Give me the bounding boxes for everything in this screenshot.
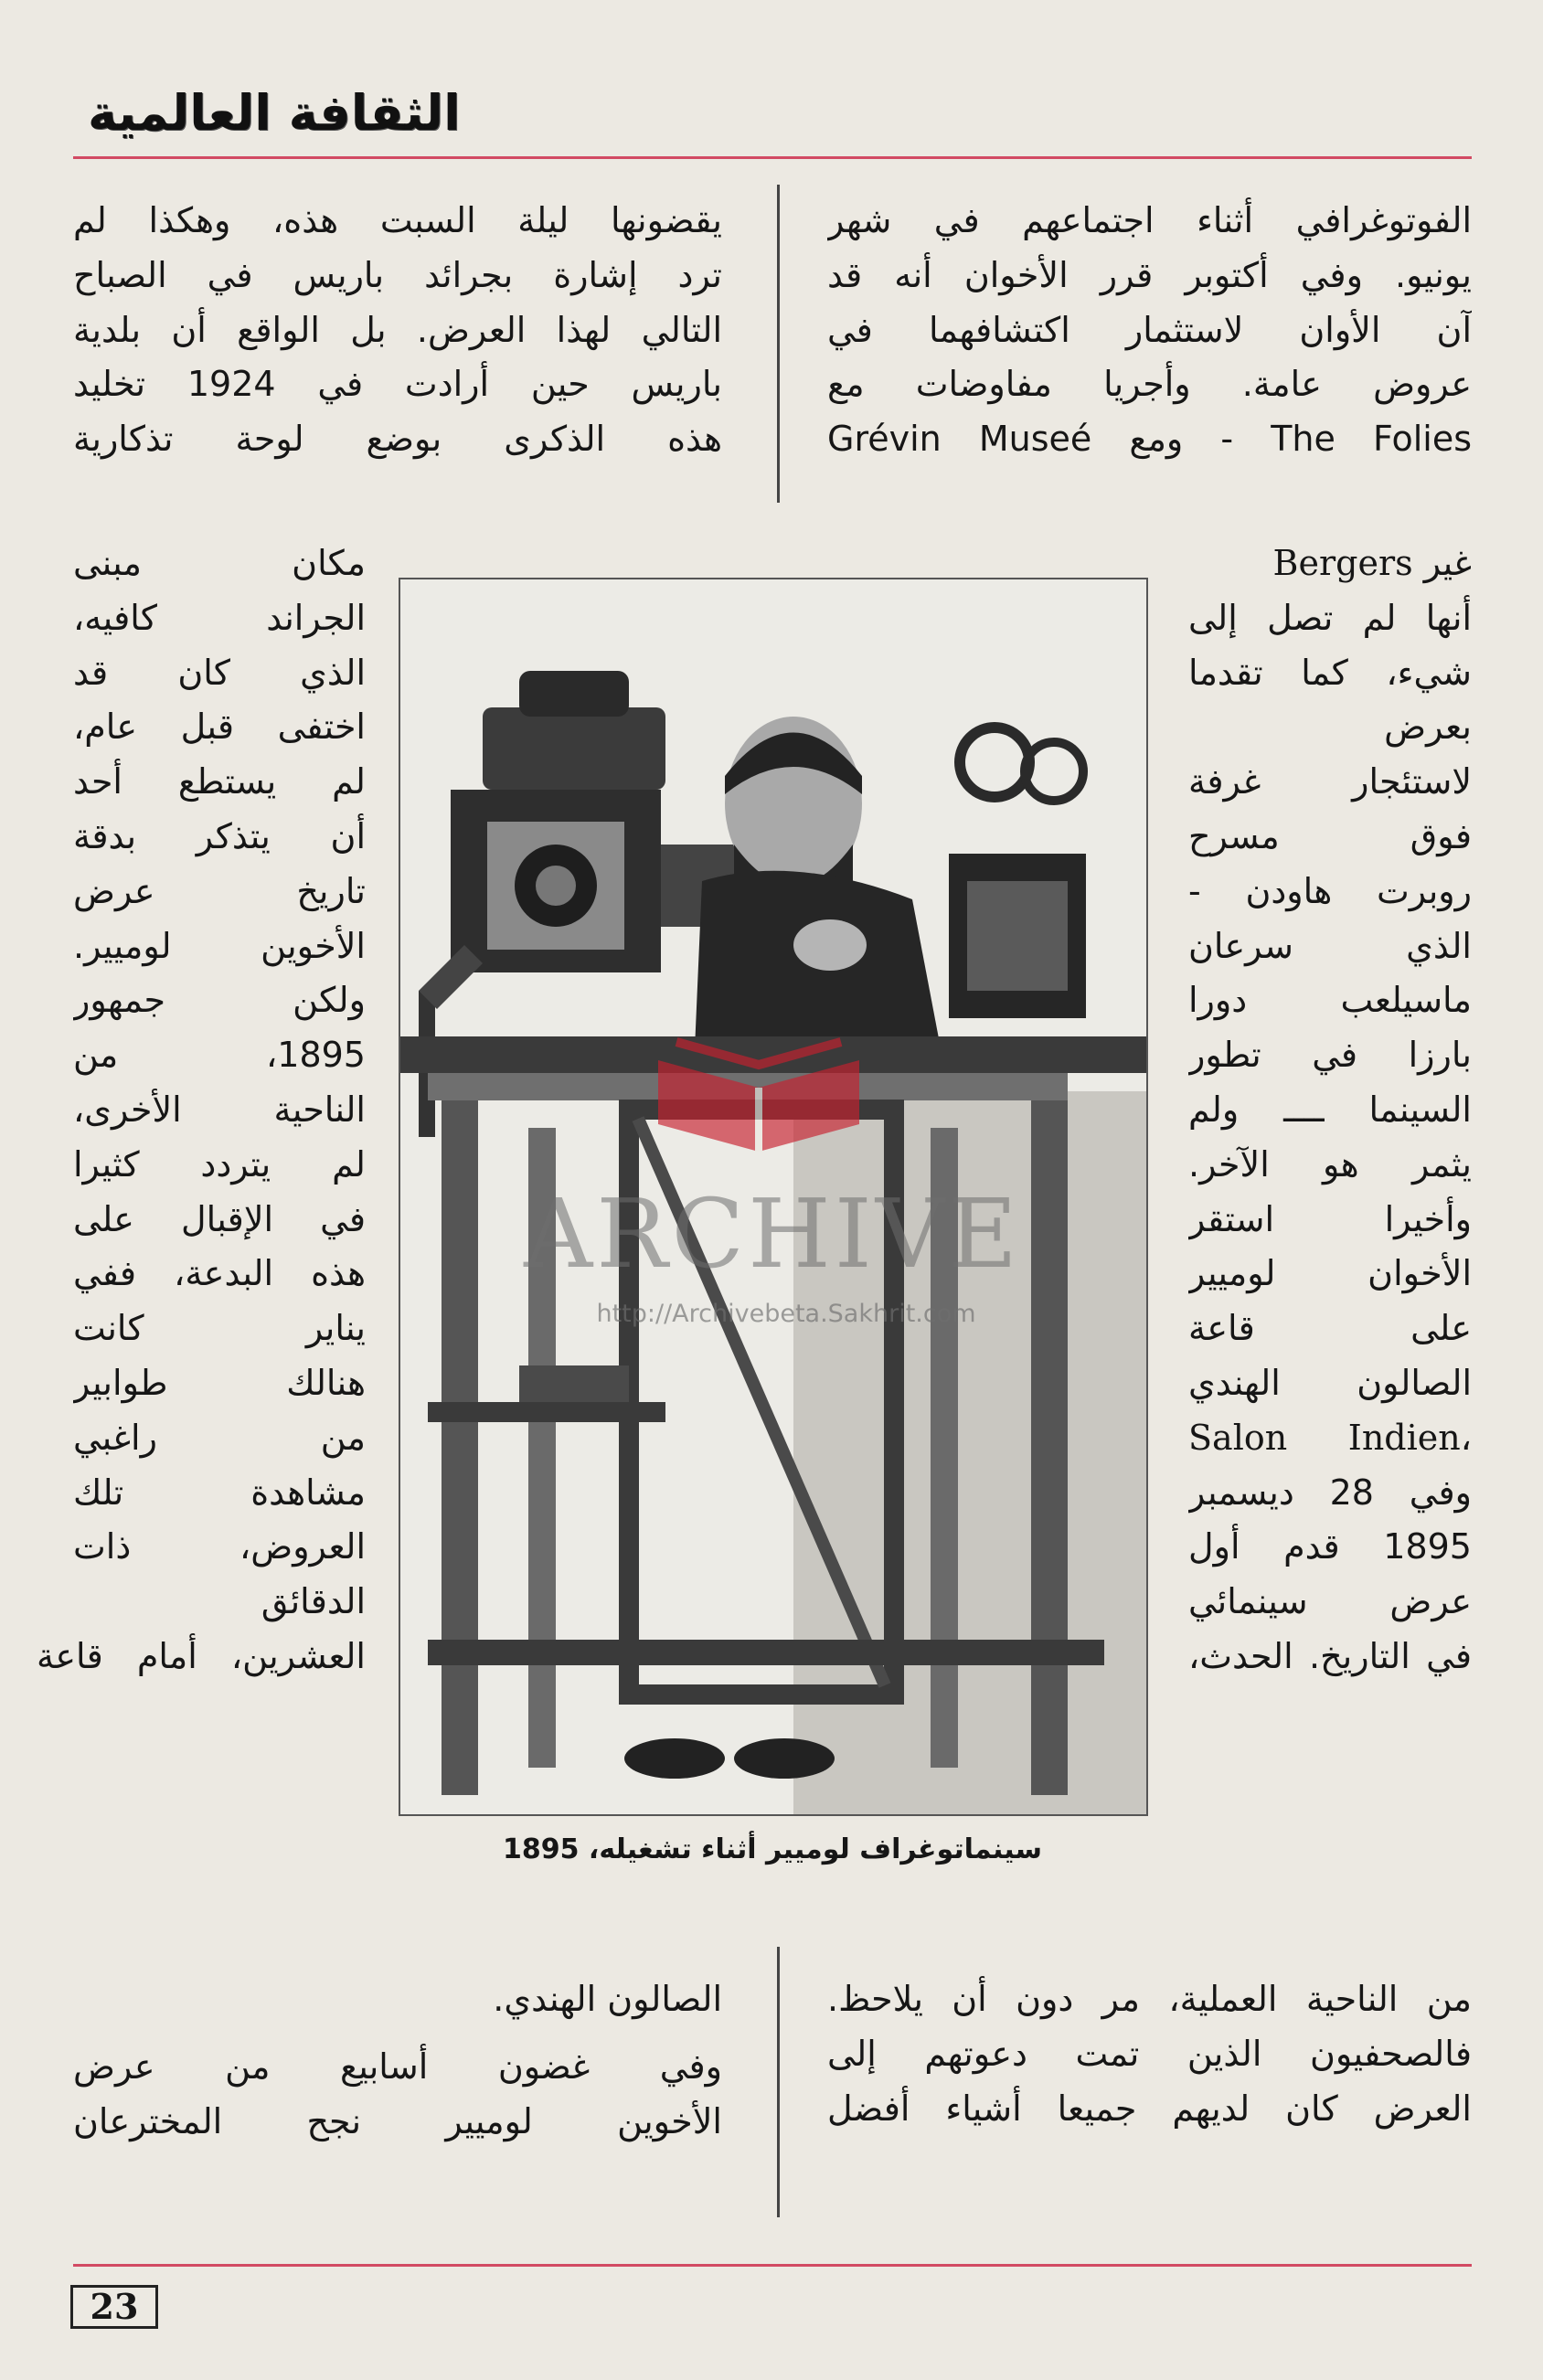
text-line: أن يتذكر بدقة: [73, 815, 366, 856]
text-line: مشاهدة تلك: [73, 1472, 366, 1513]
page-number: 23: [70, 2285, 158, 2329]
text-line: الأخوين لوميير.: [73, 925, 366, 966]
text-line: العشرين، أمام قاعة: [37, 1635, 366, 1676]
text-line: يونيو. وفي أكتوبر قرر الأخوان أنه قد: [827, 254, 1472, 295]
text-line: لم يستطع أحد: [73, 761, 366, 802]
right-column-bottom-text: [827, 1972, 1472, 2136]
text-line: روبرت هاودن -: [1188, 870, 1472, 911]
text-line: هذه الذكرى بوضع لوحة تذكارية: [73, 419, 722, 460]
text-line: لاستئجار غرفة: [1188, 761, 1472, 802]
watermark-text: ARCHIVE: [524, 1178, 1021, 1290]
text-line: العرض كان لديهم جميعا أشياء أفضل: [827, 2088, 1472, 2129]
text-line: Bergers غير: [1272, 543, 1472, 583]
column-divider-top: [777, 185, 780, 503]
text-line: ولكن جمهور: [73, 980, 366, 1021]
text-line: يناير كانت: [73, 1308, 366, 1349]
header-rule: [73, 156, 1472, 159]
text-line: الصالون الهندي.: [493, 1979, 722, 2019]
text-line: بعرض: [1384, 707, 1472, 748]
text-line: الذي كان قد: [73, 652, 366, 693]
right-column-top-text: [827, 194, 1472, 467]
text-line: باريس حين أرادت في 1924 تخليد: [73, 364, 722, 405]
text-line: في الإقبال على: [73, 1198, 366, 1239]
text-line: الذي سرعان: [1188, 925, 1472, 966]
text-line: الصالون الهندي: [1188, 1362, 1472, 1403]
left-column-narrow-text: [37, 537, 366, 1684]
photo-caption: سينماتوغراف لوميير أثناء تشغيله، 1895: [502, 1833, 1042, 1865]
text-line: تاريخ عرض: [73, 870, 366, 911]
text-line: بارزا في تطور: [1188, 1035, 1472, 1076]
text-line: وأخيرا استقر: [1188, 1198, 1472, 1239]
right-column-narrow-text: [1188, 537, 1472, 1684]
text-line: الفوتوغرافي أثناء اجتماعهم في شهر: [827, 200, 1472, 240]
text-line: The Folies - ومع Grévin Museé: [827, 419, 1472, 460]
text-line: أنها لم تصل إلى: [1188, 597, 1472, 638]
text-line: الأخوان لوميير: [1188, 1253, 1472, 1294]
text-line: التالي لهذا العرض. بل الواقع أن بلدية: [73, 309, 722, 350]
text-line: من راغبي: [73, 1417, 366, 1458]
text-line: آن الأوان لاستثمار اكتشافهما في: [827, 309, 1472, 350]
footer-rule: [73, 2264, 1472, 2267]
text-line: وفي 28 ديسمبر: [1188, 1472, 1472, 1513]
text-line: 1895 قدم أول: [1188, 1526, 1472, 1567]
left-column-top-text: [73, 194, 722, 467]
text-line: الجراند كافيه،: [73, 597, 366, 638]
text-line: ترد إشارة بجرائد باريس في الصباح: [73, 254, 722, 295]
text-line: هذه البدعة، ففي: [73, 1253, 366, 1294]
text-line: هنالك طوابير: [73, 1362, 366, 1403]
text-line: الأخوين لوميير نجح المخترعان: [73, 2100, 722, 2141]
text-line: العروض، ذات: [73, 1526, 366, 1567]
text-line: على قاعة: [1188, 1308, 1472, 1349]
archive-logo-icon: [640, 1024, 878, 1161]
text-line: الدقائق: [261, 1581, 366, 1622]
text-line: السينما ــــ ولم: [1188, 1089, 1472, 1130]
left-column-bottom-text: [73, 1972, 722, 2149]
text-line: مكان مبنى: [73, 543, 366, 583]
text-line: اختفى قبل عام،: [73, 707, 366, 748]
text-line: الناحية الأخرى،: [73, 1089, 366, 1130]
text-line: ماسيلعب دورا: [1188, 980, 1472, 1021]
text-line: شيء، كما تقدما: [1188, 652, 1472, 693]
column-divider-bottom: [777, 1947, 780, 2217]
text-line: فوق مسرح: [1188, 815, 1472, 856]
text-line: فالصحفيون الذين تمت دعوتهم إلى: [827, 2033, 1472, 2074]
magazine-masthead: الثقافة العالمية: [88, 84, 461, 142]
text-line: وفي غضون أسابيع من عرض: [73, 2045, 722, 2087]
text-line: لم يتردد كثيرا: [73, 1143, 366, 1185]
text-line: يثمر هو الآخر.: [1188, 1143, 1472, 1185]
text-line: 1895، من: [73, 1035, 366, 1076]
text-line: عروض عامة. وأجريا مفاوضات مع: [827, 364, 1472, 405]
text-line: يقضونها ليلة السبت هذه، وهكذا لم: [73, 200, 722, 240]
text-line: عرض سينمائي: [1188, 1581, 1472, 1622]
text-line: Salon Indien،: [1188, 1417, 1472, 1458]
text-line: من الناحية العملية، مر دون أن يلاحظ.: [827, 1979, 1472, 2019]
text-line: في التاريخ. الحدث،: [1188, 1635, 1472, 1676]
watermark-url: http://Archivebeta.Sakhrit.com: [596, 1300, 976, 1328]
